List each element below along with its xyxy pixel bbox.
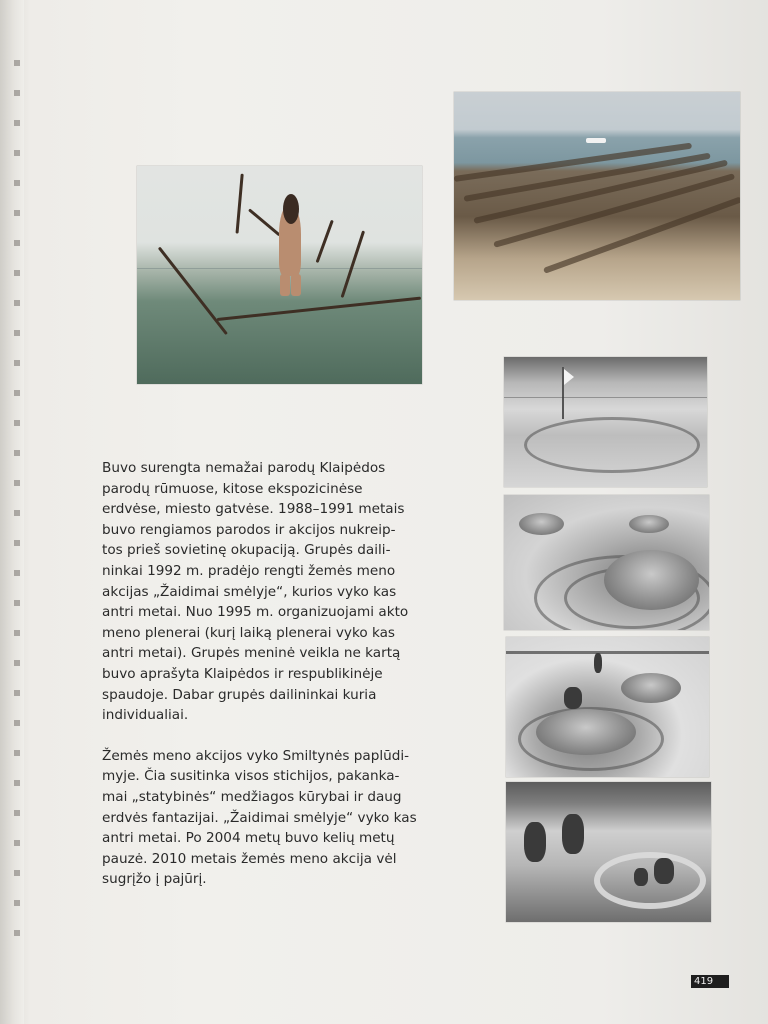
photo-beach-furrows — [454, 92, 740, 300]
body-text — [102, 458, 417, 890]
photo-person — [564, 687, 582, 709]
paragraph-2 — [102, 746, 417, 890]
page-number: 419 — [691, 975, 729, 988]
photo-people-building — [506, 637, 709, 777]
photo-horizon — [506, 651, 709, 654]
text-line: erdvės fantazijai. „Žaidimai smėlyje“ vyko kas — [102, 809, 417, 826]
text-line: meno plenerai (kurį laiką plenerai vyko kas — [102, 624, 396, 641]
text-line: akcijas „Žaidimai smėlyje“, kurios vyko kas — [102, 583, 397, 600]
photo-branch — [248, 208, 281, 236]
paragraph-gap — [102, 726, 402, 746]
photo-person — [654, 858, 674, 884]
photo-flag — [564, 369, 574, 385]
text-line: sugrįžo į pajūrį. — [102, 871, 207, 888]
photo-person — [524, 822, 546, 862]
photo-horizon — [504, 397, 707, 398]
photo-branch — [217, 297, 421, 321]
photo-figure — [291, 274, 301, 296]
text-line: antri metai. Nuo 1995 m. organizuojami akto — [102, 604, 409, 621]
photo-person — [634, 868, 648, 886]
text-line: erdvėse, miesto gatvėse. 1988–1991 metais — [102, 501, 405, 518]
photo-branch — [341, 230, 365, 298]
text-line: antri metai. Po 2004 metų buvo kelių metų — [102, 830, 395, 847]
photo-branch — [236, 174, 244, 234]
photo-sand-furrow — [543, 196, 740, 273]
photo-person-in-water — [137, 166, 422, 384]
photo-person — [562, 814, 584, 854]
photo-sand-pattern — [524, 417, 700, 473]
photo-figure — [280, 274, 290, 296]
text-line: parodų rūmuose, kitose ekspozicinėse — [102, 480, 363, 497]
photo-person — [594, 653, 602, 673]
book-binding — [0, 0, 24, 1024]
text-line: individualiai. — [102, 707, 189, 724]
photo-sand-pit-rim — [594, 852, 706, 909]
text-line: mai „statybinės“ medžiagos kūrybai ir daug — [102, 788, 402, 805]
text-line: spaudoje. Dabar grupės dailininkai kuria — [102, 686, 377, 703]
photo-sand-mound — [536, 709, 636, 755]
text-line: Buvo surengta nemažai parodų Klaipėdos — [102, 460, 386, 476]
photo-branch — [316, 220, 334, 263]
paragraph-1 — [102, 458, 409, 726]
photo-figure-hair — [283, 194, 299, 224]
text-line: buvo aprašyta Klaipėdos ir respublikinėje — [102, 665, 383, 682]
photo-beach-flag — [504, 357, 707, 487]
photo-branch — [158, 247, 228, 336]
text-line: Žemės meno akcijos vyko Smiltynės paplūdi- — [102, 747, 410, 764]
photo-sand-mound — [519, 513, 564, 535]
text-line: myje. Čia susitinka visos stichijos, pakanka- — [102, 768, 400, 785]
text-line: ninkai 1992 m. pradėjo rengti žemės meno — [102, 562, 396, 579]
binding-stitches — [14, 60, 20, 940]
photo-sand-mound — [621, 673, 681, 703]
photo-sand-mound — [604, 550, 699, 610]
photo-sand-pit — [506, 782, 711, 922]
text-line: pauzė. 2010 metais žemės meno akcija vėl — [102, 850, 397, 867]
photo-sand-mound — [629, 515, 669, 533]
text-line: buvo rengiamos parodos ir akcijos nukreip- — [102, 521, 396, 538]
photo-sand-mounds — [504, 495, 709, 630]
text-line: antri metai). Grupės meninė veikla ne kartą — [102, 645, 401, 662]
text-line: tos prieš sovietinę okupaciją. Grupės daili- — [102, 542, 391, 559]
photo-boat — [586, 138, 606, 143]
